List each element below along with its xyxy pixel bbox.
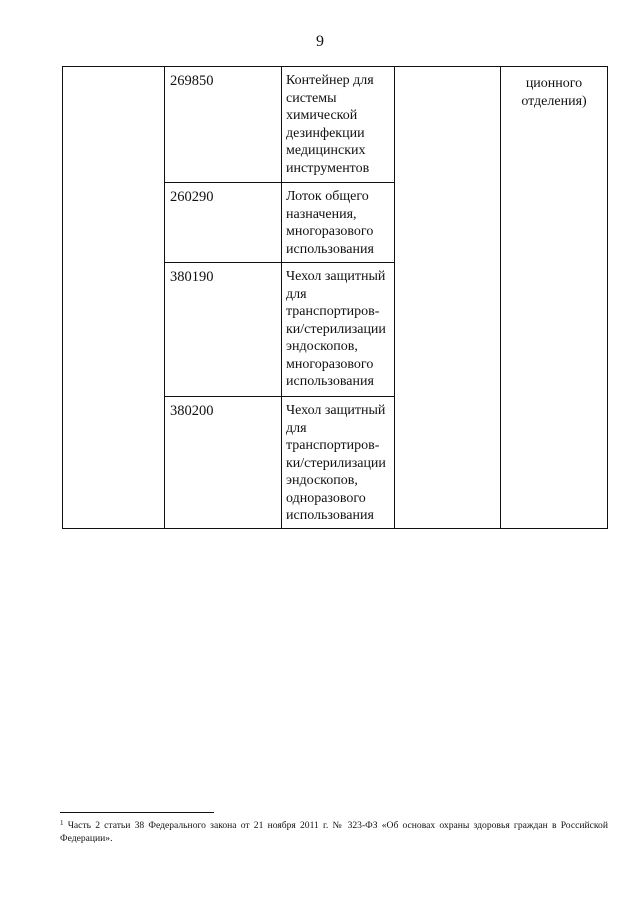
name-cell: Чехол защитный для транспортиров-ки/стерилизации эндоскопов, одноразового использования xyxy=(282,397,395,529)
footnote-mark: 1 xyxy=(60,819,64,827)
code-cell: 380190 xyxy=(165,263,282,397)
name-cell: Лоток общего назначения, многоразового использования xyxy=(282,183,395,263)
page-number: 9 xyxy=(316,33,324,50)
table-row xyxy=(63,67,608,183)
name-cell: Чехол защитный для транспортиров-ки/стерилизации эндоскопов, многоразового использования xyxy=(282,263,395,397)
name-cell: Контейнер для системы химической дезинфекции медицинских инструментов xyxy=(282,67,395,183)
note-cell: ционного отделения) xyxy=(501,67,608,529)
empty-cell xyxy=(63,67,165,529)
code-cell: 260290 xyxy=(165,183,282,263)
equipment-table xyxy=(62,66,608,529)
footnote-divider xyxy=(60,812,214,813)
code-cell: 380200 xyxy=(165,397,282,529)
code-cell: 269850 xyxy=(165,67,282,183)
footnote xyxy=(60,819,608,845)
footnote-text: Часть 2 статьи 38 Федерального закона от 21 ноября 2011 г. № 323-ФЗ «Об основах охраны здоровья граждан в Российской Федерации». xyxy=(60,820,608,844)
empty-cell xyxy=(395,67,501,529)
